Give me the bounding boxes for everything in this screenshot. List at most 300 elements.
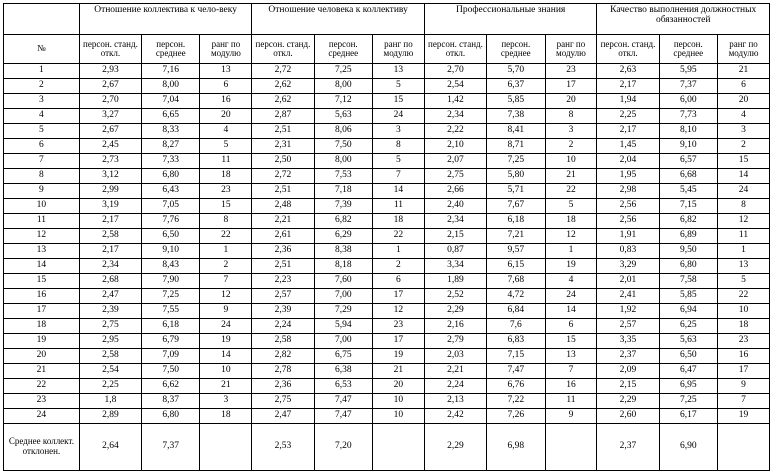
table-cell: 18 bbox=[200, 409, 252, 424]
table-cell: 23 bbox=[718, 334, 770, 349]
table-cell: 2,51 bbox=[252, 184, 314, 199]
average-cell bbox=[200, 424, 252, 471]
table-cell: 7,38 bbox=[487, 109, 545, 124]
table-cell: 8,00 bbox=[142, 79, 200, 94]
table-cell: 2,79 bbox=[424, 334, 486, 349]
table-cell: 2,99 bbox=[79, 184, 141, 199]
table-cell: 6,75 bbox=[314, 349, 372, 364]
table-cell: 6,29 bbox=[314, 229, 372, 244]
table-cell: 2,39 bbox=[252, 304, 314, 319]
average-cell: 2,64 bbox=[79, 424, 141, 471]
table-cell: 3,34 bbox=[424, 259, 486, 274]
table-cell: 2,66 bbox=[424, 184, 486, 199]
table-cell: 19 bbox=[545, 259, 597, 274]
table-cell: 2,93 bbox=[79, 64, 141, 79]
row-number-cell: 24 bbox=[4, 409, 80, 424]
table-cell: 2 bbox=[200, 259, 252, 274]
table-cell: 2,56 bbox=[597, 214, 659, 229]
row-number-cell: 3 bbox=[4, 94, 80, 109]
table-cell: 7,6 bbox=[487, 319, 545, 334]
table-cell: 19 bbox=[372, 349, 424, 364]
table-cell: 23 bbox=[200, 184, 252, 199]
table-cell: 7,37 bbox=[659, 79, 717, 94]
table-cell: 2,60 bbox=[597, 409, 659, 424]
table-cell: 2,72 bbox=[252, 64, 314, 79]
table-cell: 6,17 bbox=[659, 409, 717, 424]
table-cell: 18 bbox=[372, 214, 424, 229]
table-cell: 2,48 bbox=[252, 199, 314, 214]
table-cell: 2,24 bbox=[424, 379, 486, 394]
table-cell: 10 bbox=[372, 409, 424, 424]
table-cell: 6,18 bbox=[487, 214, 545, 229]
table-cell: 8,41 bbox=[487, 124, 545, 139]
table-cell: 2,67 bbox=[79, 124, 141, 139]
table-cell: 9,10 bbox=[659, 139, 717, 154]
table-cell: 7,26 bbox=[487, 409, 545, 424]
row-number-cell: 18 bbox=[4, 319, 80, 334]
table-cell: 11 bbox=[200, 154, 252, 169]
table-cell: 6 bbox=[718, 79, 770, 94]
table-cell: 8,06 bbox=[314, 124, 372, 139]
table-cell: 6 bbox=[200, 79, 252, 94]
table-cell: 2,50 bbox=[252, 154, 314, 169]
table-cell: 2,34 bbox=[424, 214, 486, 229]
table-cell: 2 bbox=[545, 139, 597, 154]
table-cell: 2,03 bbox=[424, 349, 486, 364]
table-cell: 22 bbox=[372, 229, 424, 244]
sub-header-mean: персон. среднее bbox=[487, 35, 545, 64]
table-cell: 1 bbox=[200, 244, 252, 259]
table-cell: 7,12 bbox=[314, 94, 372, 109]
sub-header-mean: персон. среднее bbox=[142, 35, 200, 64]
table-cell: 2,47 bbox=[79, 289, 141, 304]
table-cell: 9 bbox=[200, 304, 252, 319]
table-row bbox=[4, 319, 770, 334]
table-cell: 7,67 bbox=[487, 199, 545, 214]
table-cell: 2,39 bbox=[79, 304, 141, 319]
table-cell: 8,18 bbox=[314, 259, 372, 274]
table-row bbox=[4, 304, 770, 319]
table-cell: 2,62 bbox=[252, 94, 314, 109]
table-cell: 8,37 bbox=[142, 394, 200, 409]
table-cell: 2,42 bbox=[424, 409, 486, 424]
table-cell: 5,71 bbox=[487, 184, 545, 199]
row-number-corner bbox=[4, 4, 80, 35]
table-cell: 2,21 bbox=[252, 214, 314, 229]
table-cell: 3,29 bbox=[597, 259, 659, 274]
table-cell: 5 bbox=[718, 274, 770, 289]
table-cell: 6,62 bbox=[142, 379, 200, 394]
table-footer bbox=[4, 424, 770, 471]
table-cell: 17 bbox=[718, 364, 770, 379]
table-cell: 8,43 bbox=[142, 259, 200, 274]
table-cell: 5,63 bbox=[659, 334, 717, 349]
table-row bbox=[4, 64, 770, 79]
row-number-cell: 2 bbox=[4, 79, 80, 94]
row-number-header: № bbox=[4, 35, 80, 64]
table-cell: 2,34 bbox=[424, 109, 486, 124]
table-cell: 2,89 bbox=[79, 409, 141, 424]
table-cell: 2,24 bbox=[252, 319, 314, 334]
table-cell: 2,56 bbox=[597, 199, 659, 214]
average-label: Среднее коллект. отклонен. bbox=[4, 424, 80, 471]
table-cell: 7,47 bbox=[314, 409, 372, 424]
table-cell: 3,19 bbox=[79, 199, 141, 214]
table-cell: 3,12 bbox=[79, 169, 141, 184]
table-cell: 2,72 bbox=[252, 169, 314, 184]
table-cell: 7,47 bbox=[314, 394, 372, 409]
table-cell: 9 bbox=[545, 409, 597, 424]
table-cell: 1,94 bbox=[597, 94, 659, 109]
table-row bbox=[4, 349, 770, 364]
table-row bbox=[4, 94, 770, 109]
average-cell bbox=[545, 424, 597, 471]
table-cell: 2,47 bbox=[252, 409, 314, 424]
table-row bbox=[4, 79, 770, 94]
table-cell: 4 bbox=[545, 274, 597, 289]
table-cell: 5,80 bbox=[487, 169, 545, 184]
table-cell: 7,25 bbox=[659, 394, 717, 409]
table-cell: 7 bbox=[200, 274, 252, 289]
table-cell: 21 bbox=[545, 169, 597, 184]
table-cell: 18 bbox=[718, 319, 770, 334]
sub-header-rank: ранг по модулю bbox=[545, 35, 597, 64]
table-cell: 2,95 bbox=[79, 334, 141, 349]
table-cell: 9,50 bbox=[659, 244, 717, 259]
table-cell: 6,82 bbox=[314, 214, 372, 229]
table-cell: 2,70 bbox=[424, 64, 486, 79]
table-cell: 14 bbox=[372, 184, 424, 199]
row-number-cell: 8 bbox=[4, 169, 80, 184]
table-row bbox=[4, 139, 770, 154]
row-number-cell: 13 bbox=[4, 244, 80, 259]
table-cell: 15 bbox=[545, 334, 597, 349]
table-cell: 5 bbox=[372, 79, 424, 94]
table-cell: 3 bbox=[718, 124, 770, 139]
table-cell: 2,68 bbox=[79, 274, 141, 289]
table-cell: 19 bbox=[200, 334, 252, 349]
table-cell: 13 bbox=[545, 349, 597, 364]
table-cell: 2,15 bbox=[424, 229, 486, 244]
table-cell: 1,42 bbox=[424, 94, 486, 109]
table-cell: 5,45 bbox=[659, 184, 717, 199]
row-number-cell: 5 bbox=[4, 124, 80, 139]
table-row bbox=[4, 184, 770, 199]
table-cell: 7,18 bbox=[314, 184, 372, 199]
table-row bbox=[4, 364, 770, 379]
table-cell: 5 bbox=[200, 139, 252, 154]
table-cell: 2,75 bbox=[424, 169, 486, 184]
group-header-collective-to-person: Отношение коллектива к чело-веку bbox=[79, 4, 252, 35]
table-cell: 21 bbox=[718, 64, 770, 79]
table-cell: 2,13 bbox=[424, 394, 486, 409]
table-cell: 2,58 bbox=[79, 349, 141, 364]
table-cell: 12 bbox=[372, 304, 424, 319]
table-cell: 8 bbox=[718, 199, 770, 214]
table-cell: 6 bbox=[545, 319, 597, 334]
table-row bbox=[4, 259, 770, 274]
sub-header-std-dev: персон. станд. откл. bbox=[597, 35, 659, 64]
table-cell: 21 bbox=[372, 364, 424, 379]
sub-header-std-dev: персон. станд. откл. bbox=[424, 35, 486, 64]
table-cell: 6,15 bbox=[487, 259, 545, 274]
table-cell: 2,17 bbox=[79, 244, 141, 259]
table-cell: 2,15 bbox=[597, 379, 659, 394]
table-cell: 2,36 bbox=[252, 244, 314, 259]
table-cell: 10 bbox=[718, 304, 770, 319]
table-cell: 2,22 bbox=[424, 124, 486, 139]
table-cell: 2,87 bbox=[252, 109, 314, 124]
average-cell: 6,98 bbox=[487, 424, 545, 471]
table-cell: 1,95 bbox=[597, 169, 659, 184]
table-cell: 1 bbox=[718, 244, 770, 259]
table-cell: 20 bbox=[372, 379, 424, 394]
average-cell: 2,53 bbox=[252, 424, 314, 471]
table-cell: 24 bbox=[372, 109, 424, 124]
table-cell: 1,92 bbox=[597, 304, 659, 319]
evaluation-table bbox=[3, 3, 770, 471]
row-number-cell: 14 bbox=[4, 259, 80, 274]
table-cell: 3 bbox=[372, 124, 424, 139]
table-cell: 8,00 bbox=[314, 154, 372, 169]
table-cell: 6,37 bbox=[487, 79, 545, 94]
table-cell: 7 bbox=[372, 169, 424, 184]
row-number-cell: 17 bbox=[4, 304, 80, 319]
table-cell: 19 bbox=[718, 409, 770, 424]
table-cell: 2,62 bbox=[252, 79, 314, 94]
row-number-cell: 15 bbox=[4, 274, 80, 289]
table-row bbox=[4, 289, 770, 304]
group-header-person-to-collective: Отношение человека к коллективу bbox=[252, 4, 425, 35]
table-cell: 2,04 bbox=[597, 154, 659, 169]
table-cell: 7,58 bbox=[659, 274, 717, 289]
table-cell: 10 bbox=[545, 154, 597, 169]
table-cell: 6,18 bbox=[142, 319, 200, 334]
table-cell: 2,23 bbox=[252, 274, 314, 289]
table-cell: 8 bbox=[372, 139, 424, 154]
table-cell: 7,16 bbox=[142, 64, 200, 79]
sub-header-rank: ранг по модулю bbox=[718, 35, 770, 64]
table-cell: 7 bbox=[718, 394, 770, 409]
table-cell: 7,25 bbox=[314, 64, 372, 79]
table-cell: 2,01 bbox=[597, 274, 659, 289]
table-cell: 7,00 bbox=[314, 289, 372, 304]
table-cell: 2,57 bbox=[252, 289, 314, 304]
table-cell: 20 bbox=[545, 94, 597, 109]
table-cell: 14 bbox=[718, 169, 770, 184]
table-cell: 2,58 bbox=[252, 334, 314, 349]
table-cell: 2,51 bbox=[252, 259, 314, 274]
table-cell: 7,33 bbox=[142, 154, 200, 169]
sub-header-mean: персон. среднее bbox=[659, 35, 717, 64]
table-cell: 2,98 bbox=[597, 184, 659, 199]
table-cell: 7,04 bbox=[142, 94, 200, 109]
table-cell: 8,33 bbox=[142, 124, 200, 139]
table-cell: 2,41 bbox=[597, 289, 659, 304]
row-number-cell: 9 bbox=[4, 184, 80, 199]
table-cell: 2,75 bbox=[79, 319, 141, 334]
table-cell: 8,00 bbox=[314, 79, 372, 94]
table-cell: 2,17 bbox=[597, 79, 659, 94]
table-cell: 1 bbox=[372, 244, 424, 259]
table-cell: 7,39 bbox=[314, 199, 372, 214]
table-cell: 23 bbox=[545, 64, 597, 79]
table-cell: 7,15 bbox=[487, 349, 545, 364]
sub-header-rank: ранг по модулю bbox=[372, 35, 424, 64]
table-row bbox=[4, 394, 770, 409]
table-row bbox=[4, 229, 770, 244]
table-cell: 6,68 bbox=[659, 169, 717, 184]
table-cell: 6,80 bbox=[142, 169, 200, 184]
table-cell: 2,21 bbox=[424, 364, 486, 379]
table-cell: 2,51 bbox=[252, 124, 314, 139]
average-cell: 7,37 bbox=[142, 424, 200, 471]
table-cell: 2,36 bbox=[252, 379, 314, 394]
row-number-cell: 16 bbox=[4, 289, 80, 304]
table-cell: 11 bbox=[372, 199, 424, 214]
table-cell: 2,40 bbox=[424, 199, 486, 214]
table-cell: 2,57 bbox=[597, 319, 659, 334]
table-cell: 1,89 bbox=[424, 274, 486, 289]
average-cell: 7,20 bbox=[314, 424, 372, 471]
table-cell: 6,83 bbox=[487, 334, 545, 349]
table-cell: 5,95 bbox=[659, 64, 717, 79]
table-cell: 2,70 bbox=[79, 94, 141, 109]
table-cell: 4,72 bbox=[487, 289, 545, 304]
table-cell: 6,76 bbox=[487, 379, 545, 394]
table-body bbox=[4, 64, 770, 424]
table-cell: 6,84 bbox=[487, 304, 545, 319]
table-cell: 2,25 bbox=[597, 109, 659, 124]
table-cell: 11 bbox=[545, 394, 597, 409]
table-cell: 5 bbox=[545, 199, 597, 214]
row-number-cell: 11 bbox=[4, 214, 80, 229]
table-row bbox=[4, 154, 770, 169]
table-cell: 12 bbox=[545, 229, 597, 244]
table-cell: 7,73 bbox=[659, 109, 717, 124]
group-header-professional-knowledge: Профессиональные знания bbox=[424, 4, 597, 35]
table-cell: 2,63 bbox=[597, 64, 659, 79]
table-cell: 22 bbox=[545, 184, 597, 199]
table-cell: 9,57 bbox=[487, 244, 545, 259]
table-cell: 6,94 bbox=[659, 304, 717, 319]
table-cell: 18 bbox=[200, 169, 252, 184]
table-row bbox=[4, 124, 770, 139]
table-cell: 7,68 bbox=[487, 274, 545, 289]
table-cell: 2,54 bbox=[424, 79, 486, 94]
table-cell: 9,10 bbox=[142, 244, 200, 259]
table-cell: 1,91 bbox=[597, 229, 659, 244]
table-cell: 2,45 bbox=[79, 139, 141, 154]
table-cell: 6,38 bbox=[314, 364, 372, 379]
average-cell bbox=[372, 424, 424, 471]
table-row bbox=[4, 244, 770, 259]
table-cell: 2,58 bbox=[79, 229, 141, 244]
table-cell: 2,17 bbox=[79, 214, 141, 229]
table-cell: 7,47 bbox=[487, 364, 545, 379]
table-cell: 1 bbox=[545, 244, 597, 259]
table-cell: 3,27 bbox=[79, 109, 141, 124]
table-cell: 2,37 bbox=[597, 349, 659, 364]
table-cell: 10 bbox=[372, 394, 424, 409]
row-number-cell: 12 bbox=[4, 229, 80, 244]
table-cell: 8,38 bbox=[314, 244, 372, 259]
row-number-cell: 19 bbox=[4, 334, 80, 349]
table-cell: 7,21 bbox=[487, 229, 545, 244]
table-cell: 6,53 bbox=[314, 379, 372, 394]
table-cell: 18 bbox=[545, 214, 597, 229]
table-cell: 2,31 bbox=[252, 139, 314, 154]
table-row bbox=[4, 169, 770, 184]
sub-header-mean: персон. среднее bbox=[314, 35, 372, 64]
row-number-cell: 21 bbox=[4, 364, 80, 379]
table-cell: 8,27 bbox=[142, 139, 200, 154]
table-cell: 5,94 bbox=[314, 319, 372, 334]
table-cell: 17 bbox=[372, 289, 424, 304]
row-number-cell: 1 bbox=[4, 64, 80, 79]
table-cell: 2,25 bbox=[79, 379, 141, 394]
table-cell: 24 bbox=[718, 184, 770, 199]
table-cell: 6,80 bbox=[142, 409, 200, 424]
table-cell: 2,17 bbox=[597, 124, 659, 139]
table-cell: 7,50 bbox=[314, 139, 372, 154]
table-header bbox=[4, 4, 770, 64]
table-cell: 15 bbox=[372, 94, 424, 109]
table-cell: 7,55 bbox=[142, 304, 200, 319]
table-cell: 6 bbox=[372, 274, 424, 289]
table-cell: 2,75 bbox=[252, 394, 314, 409]
sub-header-std-dev: персон. станд. откл. bbox=[252, 35, 314, 64]
table-cell: 8 bbox=[545, 109, 597, 124]
table-cell: 2,29 bbox=[424, 304, 486, 319]
table-cell: 7,22 bbox=[487, 394, 545, 409]
table-cell: 7,29 bbox=[314, 304, 372, 319]
row-number-cell: 10 bbox=[4, 199, 80, 214]
table-cell: 21 bbox=[200, 379, 252, 394]
table-cell: 10 bbox=[200, 364, 252, 379]
average-cell: 2,37 bbox=[597, 424, 659, 471]
table-cell: 2,07 bbox=[424, 154, 486, 169]
table-cell: 2,73 bbox=[79, 154, 141, 169]
table-cell: 2,78 bbox=[252, 364, 314, 379]
table-cell: 7,53 bbox=[314, 169, 372, 184]
table-cell: 7,76 bbox=[142, 214, 200, 229]
table-cell: 1,45 bbox=[597, 139, 659, 154]
table-cell: 7,00 bbox=[314, 334, 372, 349]
table-cell: 22 bbox=[200, 229, 252, 244]
table-cell: 6,50 bbox=[659, 349, 717, 364]
table-cell: 7,90 bbox=[142, 274, 200, 289]
table-cell: 3 bbox=[545, 124, 597, 139]
row-number-cell: 7 bbox=[4, 154, 80, 169]
table-row bbox=[4, 274, 770, 289]
table-cell: 2,09 bbox=[597, 364, 659, 379]
average-row bbox=[4, 424, 770, 471]
table-cell: 2,82 bbox=[252, 349, 314, 364]
table-cell: 20 bbox=[718, 94, 770, 109]
table-cell: 6,95 bbox=[659, 379, 717, 394]
table-cell: 8,71 bbox=[487, 139, 545, 154]
group-header-duty-performance: Качество выполнения должностных обязанностей bbox=[597, 4, 770, 35]
row-number-cell: 6 bbox=[4, 139, 80, 154]
table-cell: 6,00 bbox=[659, 94, 717, 109]
table-cell: 6,89 bbox=[659, 229, 717, 244]
table-cell: 17 bbox=[545, 79, 597, 94]
row-number-cell: 23 bbox=[4, 394, 80, 409]
table-row bbox=[4, 109, 770, 124]
row-number-cell: 22 bbox=[4, 379, 80, 394]
table-cell: 12 bbox=[200, 289, 252, 304]
